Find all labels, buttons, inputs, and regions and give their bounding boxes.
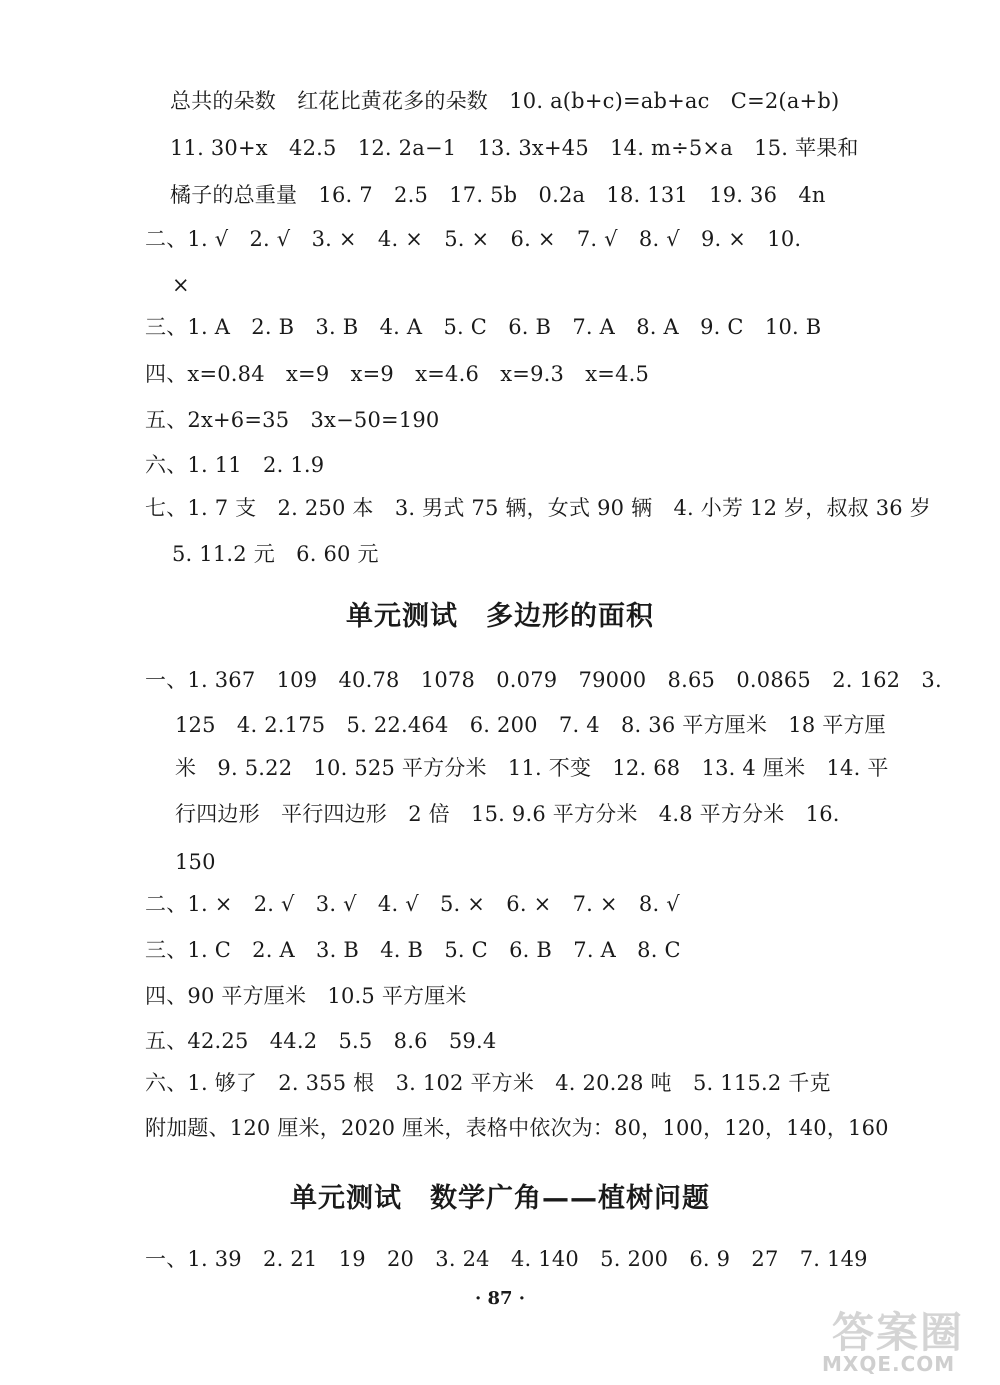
answer-line: 三、1. A 2. B 3. B 4. A 5. C 6. B 7. A 8. A 9. C 10. B: [145, 315, 822, 339]
section-title: 单元测试 多边形的面积: [346, 601, 654, 632]
answer-line: 五、42.25 44.2 5.5 8.6 59.4: [145, 1029, 497, 1053]
answer-line: 米 9. 5.22 10. 525 平方分米 11. 不变 12. 68 13. 4 厘米 14. 平: [175, 756, 889, 780]
page-number: · 87 ·: [474, 1288, 526, 1309]
watermark-logo: [818, 1300, 996, 1382]
answer-line: 四、90 平方厘米 10.5 平方厘米: [145, 984, 467, 1008]
answer-line: 六、1. 够了 2. 355 根 3. 102 平方米 4. 20.28 吨 5. 115.2 千克: [145, 1071, 831, 1095]
answer-line: 150: [175, 850, 216, 874]
watermark-url: MXQE.COM: [822, 1352, 956, 1376]
answer-line: 5. 11.2 元 6. 60 元: [172, 542, 379, 566]
answer-line: 11. 30+x 42.5 12. 2a−1 13. 3x+45 14. m÷5×a 15. 苹果和: [170, 136, 859, 160]
answer-line: 四、x=0.84 x=9 x=9 x=4.6 x=9.3 x=4.5: [145, 362, 650, 386]
section-title: 单元测试 数学广角——植树问题: [290, 1183, 710, 1214]
answer-line: 五、2x+6=35 3x−50=190: [145, 408, 440, 432]
answer-line: 一、1. 367 109 40.78 1078 0.079 79000 8.65 0.0865 2. 162 3.: [145, 668, 942, 692]
answer-line: 七、1. 7 支 2. 250 本 3. 男式 75 辆，女式 90 辆 4. 小芳 12 岁，叔叔 36 岁: [145, 496, 931, 520]
answer-line: 三、1. C 2. A 3. B 4. B 5. C 6. B 7. A 8. C: [145, 938, 681, 962]
answer-line: 二、1. × 2. √ 3. √ 4. √ 5. × 6. × 7. × 8. √: [145, 892, 680, 916]
answer-line: 一、1. 39 2. 21 19 20 3. 24 4. 140 5. 200 6. 9 27 7. 149: [145, 1247, 868, 1271]
answer-line: 六、1. 11 2. 1.9: [145, 453, 325, 477]
answer-line: 总共的朵数 红花比黄花多的朵数 10. a(b+c)=ab+ac C=2(a+b): [170, 89, 840, 113]
answer-line: 行四边形 平行四边形 2 倍 15. 9.6 平方分米 4.8 平方分米 16.: [175, 802, 840, 826]
answer-line: 附加题、120 厘米，2020 厘米，表格中依次为：80，100，120，140，160: [145, 1116, 889, 1140]
answer-line: 二、1. √ 2. √ 3. × 4. × 5. × 6. × 7. √ 8. √ 9. × 10.: [145, 227, 802, 251]
answer-line: 125 4. 2.175 5. 22.464 6. 200 7. 4 8. 36 平方厘米 18 平方厘: [175, 713, 886, 737]
answer-line: 橘子的总重量 16. 7 2.5 17. 5b 0.2a 18. 131 19. 36 4n: [170, 183, 826, 207]
watermark-text: 答案圈: [832, 1308, 965, 1357]
answer-line: ×: [172, 273, 190, 297]
